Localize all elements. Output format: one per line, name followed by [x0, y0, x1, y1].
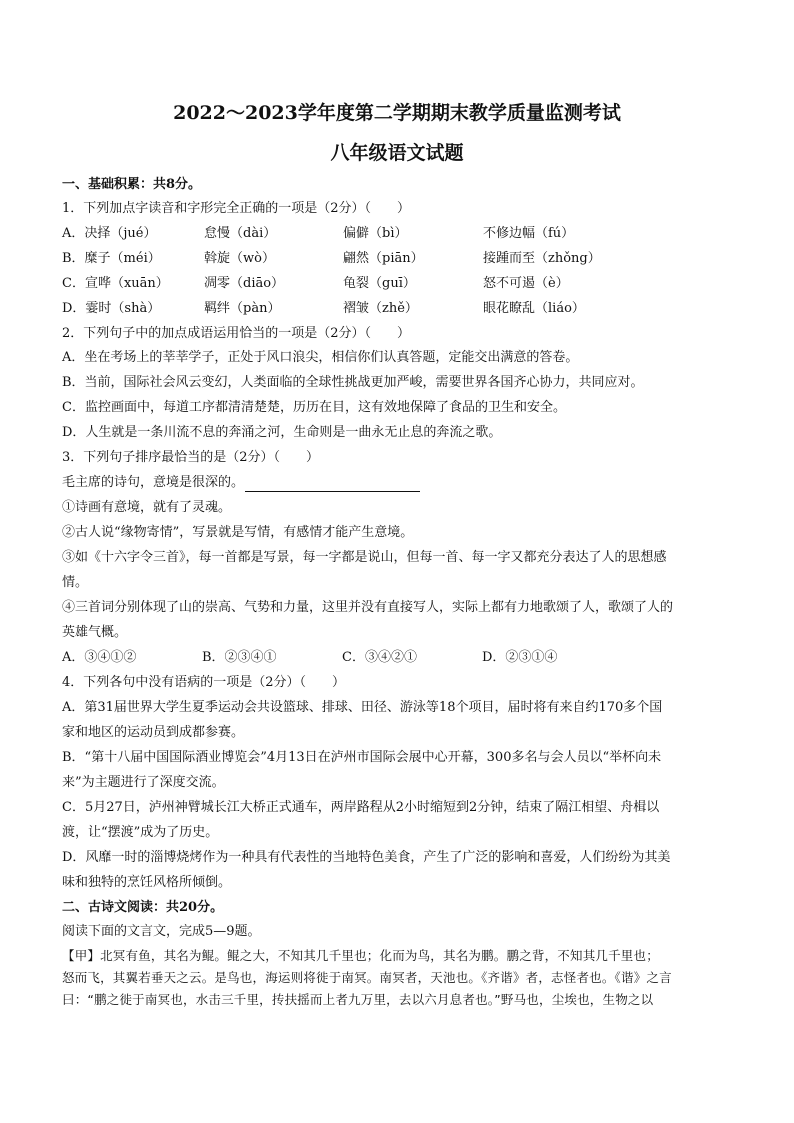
q3-sentence-4-line1: ④三首词分别体现了山的崇高、气势和力量，这里并没有直接写人，实际上都有力地歌颂了人，歌颂了人的 [62, 600, 674, 615]
q4-option-a-line2: 家和地区的运动员到成都参赛。 [62, 725, 245, 740]
q4-option-c-line1: C．5月27日，泸州神臂城长江大桥正式通车，两岸路程从2小时缩短到2分钟，结束了隔江相望、舟楫以 [62, 800, 660, 815]
q2-option-c: C．监控画面中，每道工序都清清楚楚，历历在目，这有效地保障了食品的卫生和安全。 [62, 400, 566, 415]
q3-stem: 3．下列句子排序最恰当的是（2分）（ ） [62, 450, 320, 465]
q3-sentence-4-line2: 英雄气概。 [62, 625, 128, 640]
answer-blank [245, 477, 420, 492]
q4-option-d-line2: 味和独特的烹饪风格所倾倒。 [62, 875, 232, 890]
q1-row-d-4: 眼花瞭乱（liáo） [483, 301, 585, 316]
q3-option-d: D．②③①④ [482, 650, 558, 665]
exam-subtitle: 八年级语文试题 [330, 142, 464, 164]
reading-intro: 阅读下面的文言文，完成5—9题。 [62, 924, 261, 939]
q3-sentence-1: ①诗画有意境，就有了灵魂。 [62, 500, 232, 515]
q3-sentence-3-line2: 情。 [62, 575, 89, 590]
q1-row-a-2: 怠慢（dài） [204, 226, 277, 241]
q4-stem: 4．下列各句中没有语病的一项是（2分）（ ） [62, 675, 346, 690]
q1-row-b-3: 翩然（piān） [343, 251, 424, 266]
passage-line-2: 怒而飞，其翼若垂天之云。是鸟也，海运则将徙于南冥。南冥者，天池也。《齐谐》者，志怪者也。《谐》之言 [62, 970, 672, 985]
q1-row-d-3: 褶皱（zhě） [343, 301, 418, 316]
q4-option-d-line1: D．风靡一时的淄博烧烤作为一种具有代表性的当地特色美食，产生了广泛的影响和喜爱，人们纷纷为其美 [62, 850, 671, 865]
q1-row-a-4: 不修边幅（fú） [483, 226, 575, 241]
q1-row-a-3: 偏僻（bì） [343, 226, 408, 241]
q3-sentence-3-line1: ③如《十六字令三首》，每一首都是写景，每一字都是说山，但每一首、每一字又都充分表达了人的思想感 [62, 550, 667, 565]
q1-row-c-4: 怒不可遏（è） [483, 276, 569, 291]
q2-stem: 2．下列句子中的加点成语运用恰当的一项是（2分）（ ） [62, 326, 411, 341]
q1-row-b-4: 接踵而至（zhǒng） [483, 251, 601, 266]
q1-row-b-1: B．糜子（méi） [62, 251, 161, 266]
q1-row-a-1: A．决择（jué） [62, 226, 157, 241]
q2-option-b: B．当前，国际社会风云变幻，人类面临的全球性挑战更加严峻，需要世界各国齐心协力，共同应对。 [62, 375, 644, 390]
q1-row-c-2: 凋零（diāo） [204, 276, 285, 291]
q1-row-d-1: D．霎时（shà） [62, 301, 161, 316]
classical-passage [62, 945, 742, 1011]
q2-option-d: D．人生就是一条川流不息的奔涌之河，生命则是一曲永无止息的奔流之歌。 [62, 425, 502, 440]
q4-option-b-line1: B．“第十八届中国国际酒业博览会”4月13日在泸州市国际会展中心开幕，300多名与会人员以“举杯向未 [62, 750, 662, 765]
q1-row-c-1: C．宣哗（xuān） [62, 276, 169, 291]
q1-stem: 1．下列加点字读音和字形完全正确的一项是（2分）（ ） [62, 201, 411, 216]
q1-row-c-3: 龟裂（guī） [343, 276, 416, 291]
q3-sentence-2: ②古人说“缘物寄情”，写景就是写情，有感情才能产生意境。 [62, 525, 414, 540]
q4-option-c-line2: 渡，让“摆渡”成为了历史。 [62, 825, 219, 840]
passage-line-1: 【甲】北冥有鱼，其名为鲲。鲲之大，不知其几千里也；化而为鸟，其名为鹏。鹏之背，不知其几千里也； [62, 948, 659, 963]
section-1-heading: 一、基础积累：共8分。 [62, 177, 202, 192]
q3-option-c: C．③④②① [342, 650, 417, 665]
q3-option-a: A．③④①② [62, 650, 137, 665]
q1-row-b-2: 斡旋（wò） [204, 251, 275, 266]
passage-line-3: 曰：“鹏之徙于南冥也，水击三千里，抟扶摇而上者九万里，去以六月息者也。”野马也，尘埃也，生物之以 [62, 992, 654, 1007]
q4-option-a-line1: A．第31届世界大学生夏季运动会共设篮球、排球、田径、游泳等18个项目，届时将有来自约170多个国 [62, 700, 663, 715]
q1-row-d-2: 羁绊（pàn） [204, 301, 281, 316]
section-2-heading: 二、古诗文阅读：共20分。 [62, 900, 224, 915]
q4-option-b-line2: 来”为主题进行了深度交流。 [62, 775, 225, 790]
q3-lead-text: 毛主席的诗句，意境是很深的。 [62, 475, 245, 490]
q3-lead [62, 474, 420, 492]
q3-option-b: B．②③④① [202, 650, 277, 665]
exam-title: 2022～2023学年度第二学期期末教学质量监测考试 [173, 102, 621, 124]
q2-option-a: A．坐在考场上的莘莘学子，正处于风口浪尖，相信你们认真答题，定能交出满意的答卷。 [62, 350, 579, 365]
